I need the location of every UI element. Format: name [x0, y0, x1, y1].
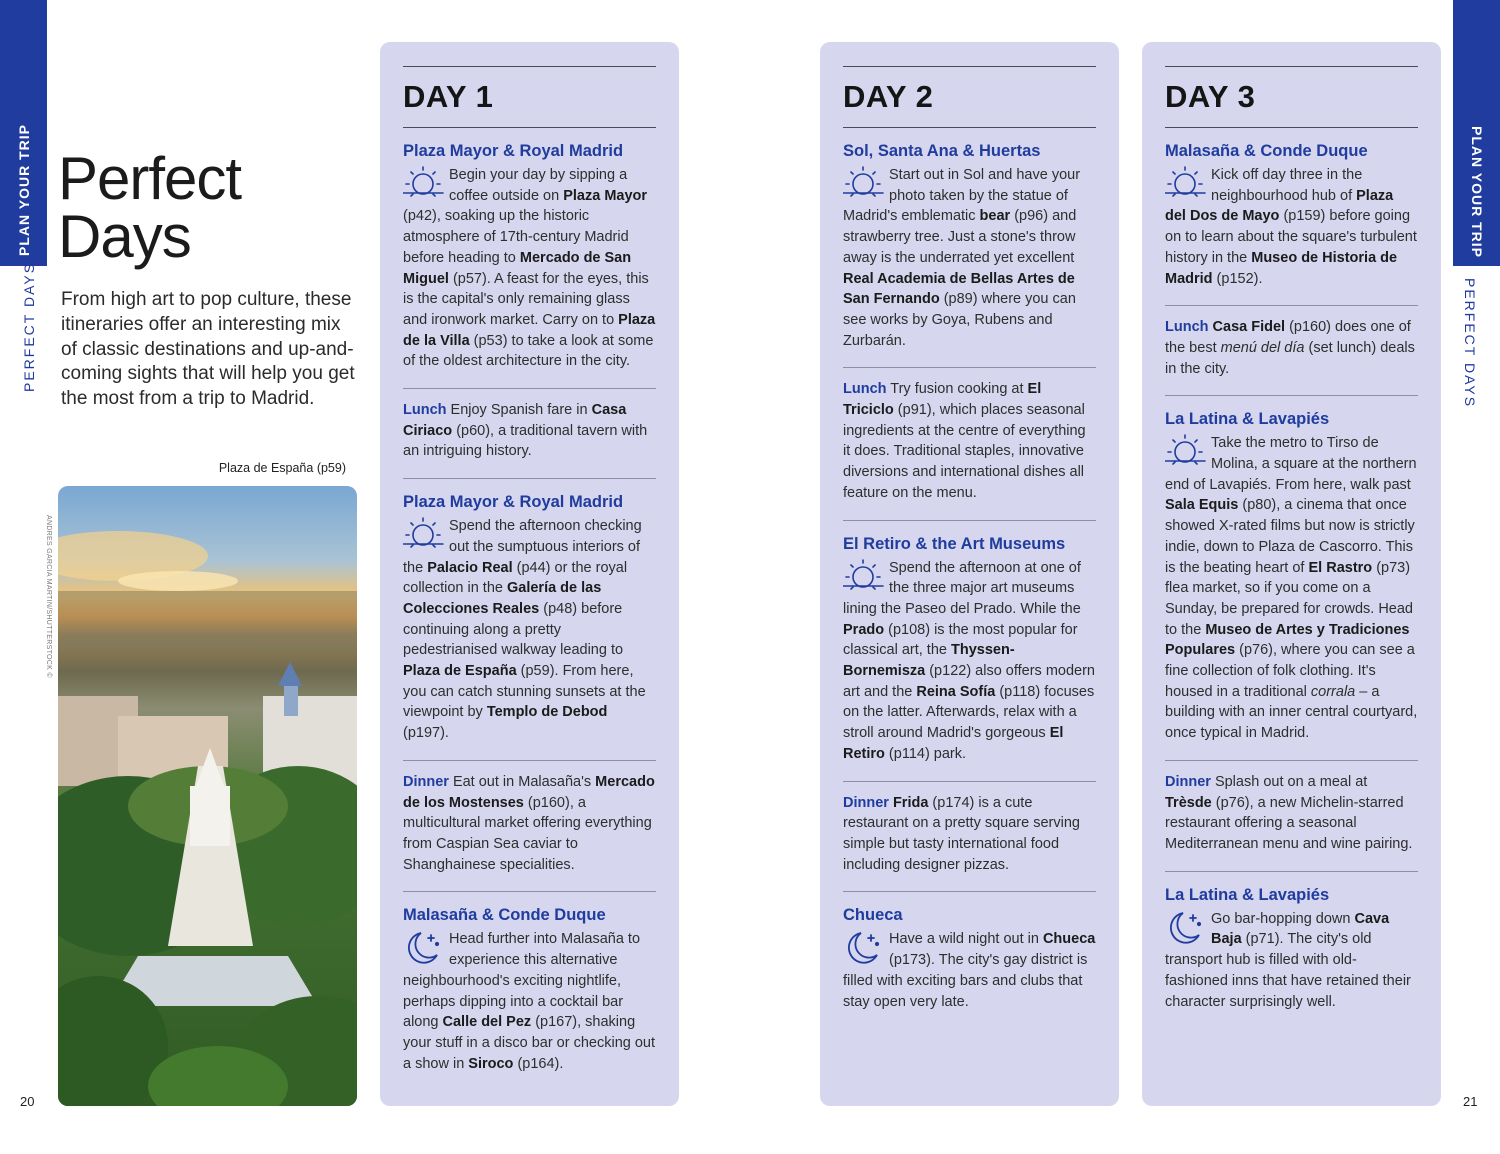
day-title: DAY 1	[403, 79, 494, 114]
section-text: Lunch Enjoy Spanish fare in Casa Ciriaco (p60), a traditional tavern with an intriguing history.	[403, 402, 648, 460]
moon-icon	[1165, 909, 1209, 947]
page-number-right: 21	[1463, 1094, 1478, 1109]
itinerary-section	[403, 761, 656, 892]
section-text: Have a wild night out in Chueca (p173). The city's gay district is filled with exciting bars and clubs that stay open very late.	[843, 931, 1096, 1010]
page-number-left: 20	[20, 1094, 35, 1109]
page-title	[58, 145, 242, 270]
sun-icon	[403, 516, 447, 554]
section-heading: Plaza Mayor & Royal Madrid	[403, 142, 624, 160]
section-text: Start out in Sol and have your photo taken by the statue of Madrid's emblematic bear (p96) and strawberry tree. Just a stone's throw away is the underrated yet excellent Real Academia de Bellas Artes de San Fernando (p89) where you can see works by Goya, Rubens and Zurbarán.	[843, 167, 1081, 349]
section-heading: Malasaña & Conde Duque	[403, 906, 606, 925]
meal-label: Dinner	[403, 773, 449, 790]
section-text: Dinner Splash out on a meal at Trèsde (p76), a new Michelin-starred restaurant offering a seasonal Mediterranean menu and wine pairing.	[1165, 773, 1413, 852]
title-line-2: Days	[58, 203, 191, 270]
section-heading: Malasaña & Conde Duque	[1165, 142, 1368, 160]
photo-caption: Plaza de España (p59)	[218, 461, 346, 475]
itinerary-section	[403, 479, 656, 760]
section-text: Kick off day three in the neighbourhood hub of Plaza del Dos de Mayo (p159) before going on to learn about the square's turbulent history in the Museo de Historia de Madrid (p152).	[1165, 167, 1417, 287]
itinerary-section	[1165, 396, 1418, 760]
intro-text: From high art to pop culture, these itineraries offer an interesting mix of classic destinations and up-and-coming sights that will help you get the most from a trip to Madrid.	[61, 289, 355, 410]
section-text: Spend the afternoon at one of the three major art museums lining the Paseo del Prado. While the Prado (p108) is the most popular for classical art, the Thyssen-Bornemisza (p122) also offers modern art and the Reina Sofía (p118) focuses on the latter. Afterwards, relax with a stroll around Madrid's gorgeous El Retiro (p114) park.	[843, 559, 1095, 762]
itinerary-section	[403, 389, 656, 478]
moon-icon	[403, 929, 447, 967]
title-line-1: Perfect	[58, 145, 242, 212]
section-heading: El Retiro & the Art Museums	[843, 534, 1066, 553]
itinerary-section	[843, 128, 1096, 367]
meal-label: Lunch	[403, 402, 447, 419]
day-title: DAY 3	[1165, 79, 1256, 114]
itinerary-section	[403, 128, 656, 388]
right-tab-section-label: PLAN YOUR TRIP	[1469, 126, 1485, 258]
sun-icon	[403, 165, 447, 203]
itinerary-section	[843, 368, 1096, 519]
meal-label: Dinner	[1165, 773, 1211, 790]
sun-icon	[843, 165, 887, 203]
section-heading: La Latina & Lavapiés	[1165, 885, 1330, 904]
itinerary-section	[403, 892, 656, 1090]
moon-icon	[843, 929, 887, 967]
photo-credit: ANDRES GARCIA MARTIN/SHUTTERSTOCK ©	[45, 515, 52, 678]
itinerary-section	[1165, 872, 1418, 1029]
section-heading: La Latina & Lavapiés	[1165, 410, 1330, 429]
itinerary-section	[843, 892, 1096, 1028]
itinerary-section	[1165, 128, 1418, 305]
sun-icon	[843, 558, 887, 596]
section-text: Take the metro to Tirso de Molina, a square at the northern end of Lavapiés. From here, walk past Sala Equis (p80), a cinema that once showed X-rated films but now is strictly indie, down to Plaza de Cascorro. This is the beating heart of El Rastro (p73) flea market, so if you come on a Sunday, be prepared for crowds. Head to the Museo de Artes y Tradiciones Populares (p76), where you can see a fine collection of folk clothing. It's housed in a traditional corrala – a building with an inner central courtyard, once typical in Madrid.	[1165, 435, 1418, 742]
section-text: Go bar-hopping down Cava Baja (p71). The city's old transport hub is filled with old-fashioned inns that have retained their character surprisingly well.	[1165, 910, 1411, 1010]
itinerary-section	[1165, 761, 1418, 871]
section-text: Lunch Casa Fidel (p160) does one of the best menú del día (set lunch) deals in the city.	[1165, 319, 1415, 377]
section-text: Spend the afternoon checking out the sumptuous interiors of the Palacio Real (p44) or the royal collection in the Galería de las Colecciones Reales (p48) before continuing along a pretty pedestrianised walkway leading to Plaza de España (p59). From here, you can catch stunning sunsets at the viewpoint by Templo de Debod (p197).	[403, 518, 646, 742]
itinerary-section	[1165, 306, 1418, 395]
section-heading: Chueca	[843, 906, 903, 925]
section-text: Head further into Malasaña to experience this alternative neighbourhood's exciting nightlife, perhaps dipping into a cocktail bar along Calle del Pez (p167), shaking your stuff in a disco bar or checking out a show in Siroco (p164).	[403, 931, 656, 1072]
left-tab-section-label: PLAN YOUR TRIP	[16, 124, 32, 256]
day-1-panel	[380, 42, 679, 1106]
meal-label: Dinner	[843, 794, 889, 811]
day-2-panel	[820, 42, 1119, 1106]
section-heading: Sol, Santa Ana & Huertas	[843, 142, 1041, 160]
day-3-panel	[1142, 42, 1441, 1106]
section-heading: Plaza Mayor & Royal Madrid	[403, 493, 624, 512]
left-tab-subsection-label: PERFECT DAYS	[21, 261, 37, 392]
meal-label: Lunch	[843, 381, 887, 398]
left-section-tab	[0, 0, 47, 266]
right-tab-subsection-label: PERFECT DAYS	[1462, 278, 1478, 409]
section-text: Dinner Eat out in Malasaña's Mercado de los Mostenses (p160), a multicultural market offering everything from Caspian Sea caviar to Shanghainese specialities.	[403, 773, 655, 873]
section-text: Lunch Try fusion cooking at El Triciclo (p91), which places seasonal ingredients at the centre of everything it does. Traditional staples, innovative diversions and international dishes all feature on the menu.	[843, 381, 1086, 501]
day-title: DAY 2	[843, 79, 934, 114]
meal-label: Lunch	[1165, 319, 1209, 336]
section-text: Begin your day by sipping a coffee outside on Plaza Mayor (p42), soaking up the historic atmosphere of 17th-century Madrid before heading to Mercado de San Miguel (p57). A feast for the eyes, this is the capital's only remaining glass and ironwork market. Carry on to Plaza de la Villa (p53) to take a look at some of the oldest architecture in the city.	[403, 167, 656, 370]
sun-icon	[1165, 433, 1209, 471]
itinerary-section	[843, 782, 1096, 892]
section-text: Dinner Frida (p174) is a cute restaurant on a pretty square serving simple but tasty international food including designer pizzas.	[843, 794, 1080, 873]
sun-icon	[1165, 165, 1209, 203]
right-section-tab	[1453, 0, 1500, 266]
itinerary-section	[843, 521, 1096, 781]
plaza-de-espana-photo	[58, 486, 357, 1106]
